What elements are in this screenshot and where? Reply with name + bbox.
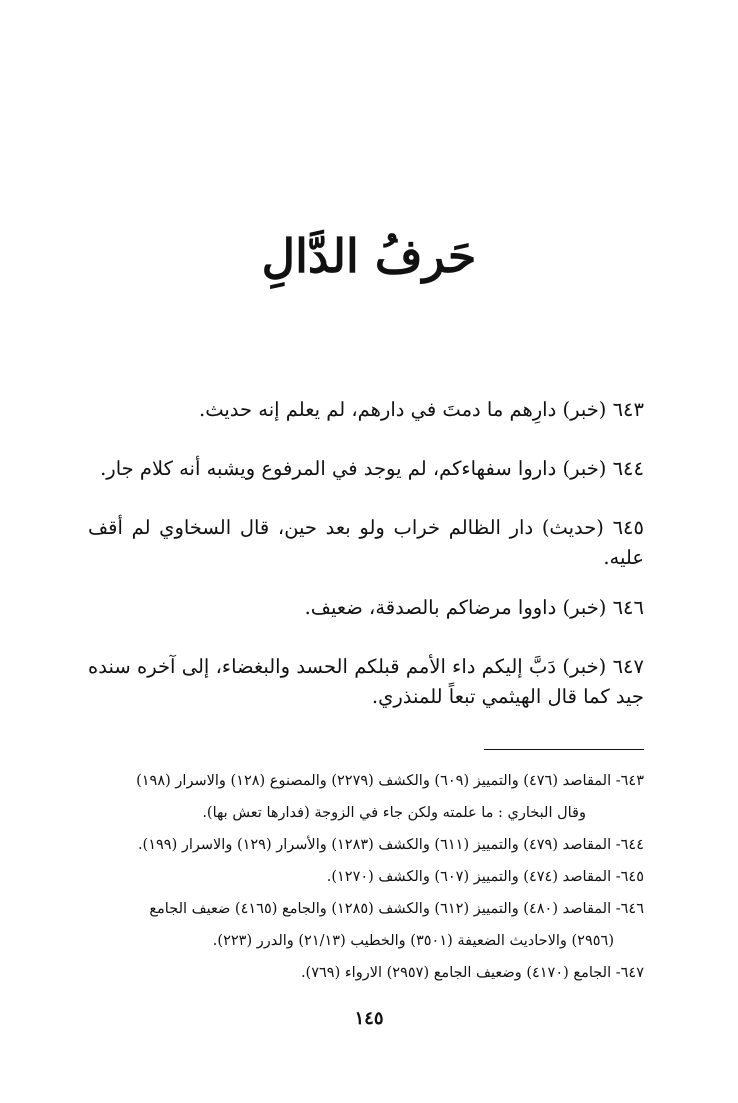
footnote-646: ٦٤٦- المقاصد (٤٨٠) والتمييز (٦١٢) والكشف (١٢٨٥) والجامع (٤١٦٥) ضعيف الجامع [149, 901, 644, 917]
footnote-644: ٦٤٤- المقاصد (٤٧٩) والتمييز (٦١١) والكشف (١٢٨٣) والأسرار (١٢٩) والاسرار (١٩٩). [137, 837, 644, 853]
entries-section [88, 395, 644, 741]
footnotes-section [88, 765, 644, 989]
entry-644: ٦٤٤ (خبر) داروا سفهاءكم، لم يوجد في المرفوع ويشبه أنه كلام جار. [100, 457, 644, 480]
footnote-647: ٦٤٧- الجامع (٤١٧٠) وضعيف الجامع (٢٩٥٧) الارواء (٧٦٩). [300, 965, 644, 981]
footnote-divider [484, 749, 644, 750]
footnote-643-continuation: وقال البخاري : ما علمته ولكن جاء في الزوجة (فدارها تعش بها). [202, 805, 586, 821]
entry-645: ٦٤٥ (حديث) دار الظالم خراب ولو بعد حين، قال السخاوي لم أقف عليه. [88, 516, 644, 569]
entry-643: ٦٤٣ (خبر) دارِهم ما دمتَ في دارهم، لم يعلم إنه حديث. [199, 398, 644, 421]
entry-646: ٦٤٦ (خبر) داووا مرضاكم بالصدقة، ضعيف. [304, 596, 644, 619]
page-number: ١٤٥ [354, 1008, 384, 1029]
footnote-645: ٦٤٥- المقاصد (٤٧٤) والتمييز (٦٠٧) والكشف (١٢٧٠). [326, 869, 644, 885]
footnote-643: ٦٤٣- المقاصد (٤٧٦) والتمييز (٦٠٩) والكشف (٢٢٧٩) والمصنوع (١٢٨) والاسرار (١٩٨) [136, 773, 644, 789]
footnote-646-continuation: (٢٩٥٦) والاحاديث الضعيفة (٣٥٠١) والخطيب (٢١/١٣) والدرر (٢٢٣). [212, 933, 614, 949]
entry-647: ٦٤٧ (خبر) دَبَّ إليكم داء الأمم قبلكم الحسد والبغضاء، إلى آخره سنده جيد كما قال الهيثمي تبعاً للمنذري. [88, 655, 644, 708]
chapter-title: حَرفُ الدَّالِ [261, 229, 477, 283]
